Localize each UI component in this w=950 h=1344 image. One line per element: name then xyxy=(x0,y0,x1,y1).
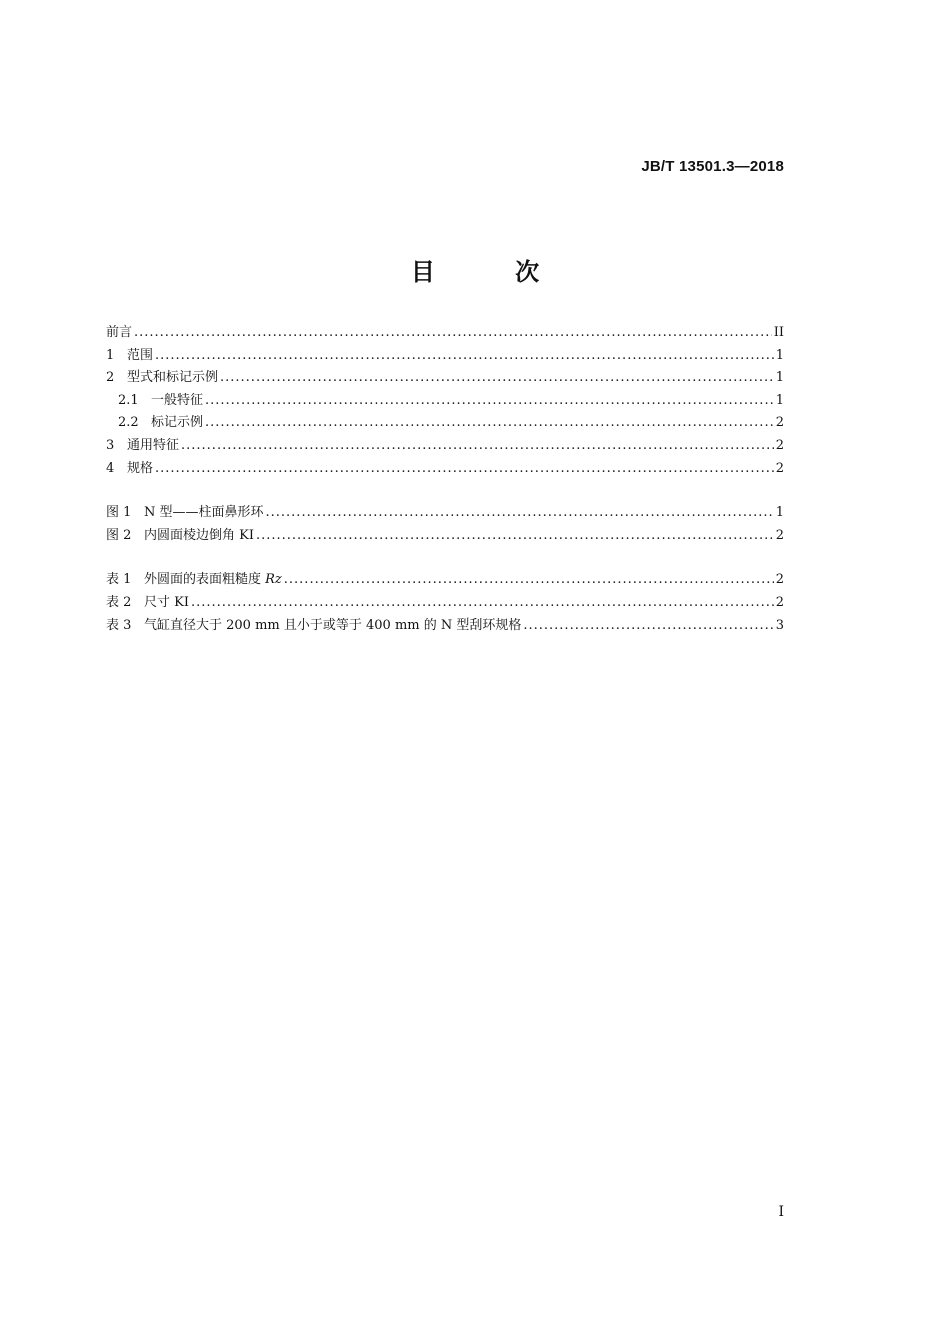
toc-table-page: 2 xyxy=(775,594,784,610)
toc-figure-page: 2 xyxy=(775,527,784,543)
toc-entry-page: 1 xyxy=(775,392,784,408)
toc-entry-number: 4 xyxy=(106,460,115,476)
toc-entry-page: 1 xyxy=(775,347,784,363)
toc-entry-page: 2 xyxy=(775,437,784,453)
toc-leader xyxy=(155,458,774,481)
toc-figure-number: 图 2 xyxy=(106,527,132,543)
toc-leader xyxy=(220,367,774,390)
toc-entry-number: 2.1 xyxy=(118,392,139,408)
toc-table-label: 尺寸 KI xyxy=(144,594,189,610)
toc-table-2[interactable] xyxy=(106,592,784,615)
toc-figure-page: 1 xyxy=(775,505,784,521)
toc-figure-label: 内圆面棱边倒角 KI xyxy=(144,527,254,543)
toc-entry-label: 型式和标记示例 xyxy=(127,370,219,386)
standard-code: JB/T 13501.3—2018 xyxy=(641,158,784,175)
toc-leader xyxy=(191,592,774,615)
toc-table-1[interactable] xyxy=(106,569,784,592)
toc-table-label: 外圆面的表面粗糙度 xyxy=(144,572,266,588)
toc-entry-label: 一般特征 xyxy=(151,392,204,408)
toc-entry-label: 标记示例 xyxy=(151,415,204,431)
toc-entry-page: 1 xyxy=(775,370,784,386)
toc-entry-marking-examples[interactable] xyxy=(106,412,784,435)
toc-entry-number: 3 xyxy=(106,437,115,453)
toc-table-label-symbol: Rz xyxy=(265,572,282,588)
toc-figure-label: N 型——柱面鼻形环 xyxy=(144,505,264,521)
table-of-contents xyxy=(106,322,784,637)
toc-entry-label: 前言 xyxy=(106,325,133,340)
toc-entry-page: II xyxy=(773,325,784,340)
toc-figure-number: 图 1 xyxy=(106,505,132,521)
toc-leader xyxy=(205,390,774,413)
toc-entry-number: 1 xyxy=(106,347,115,363)
toc-leader xyxy=(134,322,772,345)
toc-table-label: 气缸直径大于 200 mm 且小于或等于 400 mm 的 N 型刮环规格 xyxy=(144,617,522,633)
toc-entry-general-features[interactable] xyxy=(106,390,784,413)
toc-figure-2[interactable] xyxy=(106,525,784,548)
toc-entry-types-and-marking[interactable] xyxy=(106,367,784,390)
toc-table-number: 表 2 xyxy=(106,594,132,610)
toc-entry-common-features[interactable] xyxy=(106,435,784,458)
toc-leader xyxy=(266,502,774,525)
toc-leader xyxy=(284,569,774,592)
toc-title: 目 次 xyxy=(410,258,576,286)
toc-entry-number: 2 xyxy=(106,370,115,386)
toc-table-number: 表 3 xyxy=(106,617,132,633)
toc-entry-label: 通用特征 xyxy=(127,437,180,453)
toc-table-page: 2 xyxy=(775,572,784,588)
toc-table-page: 3 xyxy=(775,617,784,633)
page-number: I xyxy=(778,1204,784,1220)
toc-table-number: 表 1 xyxy=(106,572,132,588)
toc-entry-number: 2.2 xyxy=(118,415,139,431)
toc-entry-scope[interactable] xyxy=(106,345,784,368)
toc-leader xyxy=(256,525,774,548)
toc-entry-preface[interactable] xyxy=(106,322,784,345)
toc-entry-label: 规格 xyxy=(127,460,154,476)
toc-entry-label: 范围 xyxy=(127,347,154,363)
toc-leader xyxy=(205,412,774,435)
toc-table-3[interactable] xyxy=(106,615,784,638)
toc-entry-page: 2 xyxy=(775,460,784,476)
toc-figure-1[interactable] xyxy=(106,502,784,525)
toc-leader xyxy=(155,345,774,368)
toc-entry-page: 2 xyxy=(775,415,784,431)
toc-leader xyxy=(523,615,773,638)
toc-leader xyxy=(181,435,774,458)
toc-entry-specifications[interactable] xyxy=(106,458,784,481)
